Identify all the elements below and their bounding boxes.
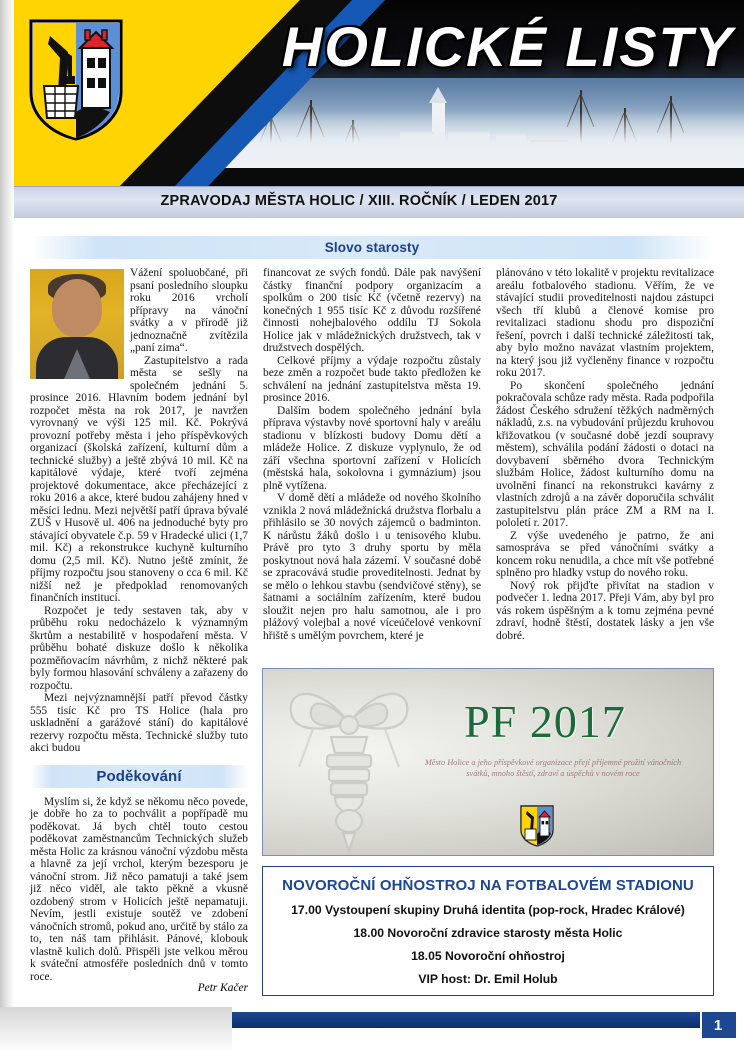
paragraph: Zastupitelstvo a rada města se sešly na společném jednání 5. prosince 2016. Hlavním bodem jednání byl rozpočet města na rok 2017, je navržen vyrovnaný ve výši 125 mil. Kč. Pokrývá provozní potřeby města i jeho příspěvkových organizací (školská zařízení, kulturní dům a technické služby) a ještě zbývá 10 mil. Kč na kapitálové výdaje, které tvoří zejména projektové dokumentace, akce přecházející z roku 2016 a akce, které budou zahájeny hned v měsíci lednu. Mezi největší patří úprava bývalé ZUŠ v Husově ul. 406 na jednoduché byty pro stávající obyvatele č.p. 59 v Hradecké ulici (1,7 mil. Kč) a rekonstrukce kuchyně kulturního domu (2,5 mil. Kč). Nutno ještě zmínit, že příjmy rozpočtu jsou stanoveny o cca 6 mil. Kč nižší než je předpoklad renomovaných finančních institucí. (30, 354, 248, 604)
event-line: 18.05 Novoroční ohňostroj (411, 949, 565, 963)
paragraph: V domě dětí a mládeže od nového školního vznikla 2 nová mládežnická družstva florbalu a přihlásilo se 30 nových zájemců o badminton. K nárůstu žáků došlo i u tenisového klubu. Právě pro tyto 3 druhy sportu by měla poskytnout nová hala zázemí. V současné době se zpracovává studie proveditelnosti. Jednat by se mělo o lehkou stavbu (sendvičové stěny), se šatnami a sociálním zařízením, které budou sloužit nejen pro halu samotnou, ale i pro plážový volejbal a nové víceúčelové venkovní hřiště s umělým povrchem, které je (263, 492, 481, 642)
event-line: 17.00 Vystoupení skupiny Druhá identita (pop-rock, Hradec Králové) (291, 903, 685, 917)
section-header-label: Poděkování (96, 767, 182, 785)
author-signature: Petr Kačer (197, 982, 248, 994)
paragraph: Nový rok přijďte přivítat na stadion v podvečer 1. ledna 2017. Přeji Vám, aby byl pro vás rokem úspěšným a k tomu zejména pevné zdraví, hodně štěstí, dostatek lásky a jen vše dobré. (496, 579, 714, 642)
page-number: 1 (713, 1017, 723, 1034)
portrait-face (52, 279, 102, 337)
paragraph: Vážení spoluobčané, při psaní posledního sloupku roku 2016 vrcholí přípravy na vánoční svátky a v přírodě již jednoznačně zvítězila „paní zima“. (130, 267, 248, 354)
paragraph: Celkové příjmy a výdaje rozpočtu zůstaly beze změn a rozpočet bude takto předložen ke schválení na jednání zastupitelstva města 19. prosince 2016. (263, 354, 481, 404)
pf-title: PF 2017 (464, 696, 626, 747)
event-announcement-box (262, 866, 714, 996)
pf-2017-greeting-card (262, 668, 714, 856)
column-1 (30, 267, 248, 994)
masthead-title: HOLICKÉ LISTY (281, 15, 735, 78)
subtitle-rule (0, 186, 744, 187)
paragraph: Rozpočet je tedy sestaven tak, aby v průběhu roku nedocházelo k významným škrtům a nestabilitě v hospodaření města. V průběhu bohaté diskuze došlo k několika pozměňovacím návrhům, z nichž některé pak byly formou hlasování schváleny a zařazeny do rozpočtu. (30, 604, 248, 692)
pf-coat-of-arms-icon (520, 805, 554, 847)
section-header-podekovani (30, 765, 248, 788)
subtitle-text: ZPRAVODAJ MĚSTA HOLIC / XIII. ROČNÍK / LEDEN 2017 (160, 193, 558, 209)
masthead (0, 0, 744, 186)
subtitle-bar (0, 186, 744, 218)
town-coat-of-arms-icon (28, 18, 124, 142)
event-title: NOVOROČNÍ OHŇOSTROJ NA FOTBALOVÉM STADIONU (282, 877, 694, 894)
section-header-slovo-starosty (30, 236, 714, 259)
paragraph: Z výše uvedeného je patrno, že ani samospráva se před vánočními svátky a koncem roku nenudila, a chce mít vše potřebné splněno pro hladky vstup do nového roku. (496, 529, 714, 579)
event-line: 18.00 Novoroční zdravice starosty města Holic (353, 926, 623, 940)
event-line: VIP host: Dr. Emil Holub (418, 972, 558, 986)
paragraph: plánováno v této lokalitě v projektu revitalizace areálu fotbalového stadionu. Věřím, že ve stávající studii proveditelnosti najdou zástupci všech tří klubů a členové komise pro revitalizaci stadionu shodu pro dispoziční řešení, povrch i další technické záležitosti tak, aby bylo možno navázat vlastním projektem, na který jsou již vyčleněny finance v rozpočtu roku 2017. (496, 267, 714, 379)
footer-bar (0, 1012, 700, 1028)
paragraph: Myslím si, že když se někomu něco povede, je dobře ho za to pochválit a popřípadě mu poděkovat. Já bych chtěl touto cestou poděkovat zaměstnancům Technických služeb města Holic za krásnou vánoční výzdobu města a hlavně za její vrchol, kterým bezesporu je vánoční strom. Již něco pamatuji a také jsem již něco viděl, ale takto pěkně a vkusně ozdobený strom v Holicích ještě nepamatuji. Nevím, jestli existuje soutěž ve zdobení vánočních stromů, pokud ano, určitě by stálo za to, ten náš tam přihlásit. Pánové, klobouk vlastně kulich dolů. Přispěli jste velkou měrou k sváteční atmosféře posledních dnů v tomto roce. (30, 795, 248, 983)
mayor-portrait (30, 269, 124, 379)
paragraph: financovat ze svých fondů. Dále pak navýšení částky finanční podpory organizacím a spolkům o 200 tisíc Kč (včetně rezervy) na konečných 1 955 tisíc Kč z důvodu rozšířené činnosti nohejbalového oddílu TJ Sokola Holice jak v mládežnických družstvech, tak v družstvech dospělých. (263, 267, 481, 354)
paragraph: Mezi nejvýznamnější patří převod částky 555 tisíc Kč pro TS Holice (hala pro uskladnění a garážové stání) do kapitálové rezervy rozpočtu města. Technické služby tuto akci budou (30, 692, 248, 754)
paragraph: Dalším bodem společného jednání byla příprava výstavby nové sportovní haly v areálu stadionu v blízkosti budovy Domu dětí a mládeže Holice. Z diskuze vyplynulo, že od září všechna sportovní zařízení v Holicích (městská hala, sokolovna i gymnázium) jsou plně vytížena. (263, 404, 481, 492)
section-header-label: Slovo starosty (324, 240, 420, 255)
pf-greeting-text: Město Holice a jeho příspěvkové organizace přejí příjemné prožití vánočních svátků, mnoho štěstí, zdraví a úspěchů v novém roce (424, 758, 682, 778)
paragraph: Po skončení společného jednání pokračovala schůze rady města. Rada podpořila žádost Českého sdružení těžkých nadměrných nákladů, z.s. na vybudování průjezdu kruhovou křižovatkou (v současné době jezdí soupravy městem), schválila podání žádosti o dotaci na dovybavení sběrného dvora Technickým službám Holice, žádost kulturního domu na uvolnění financí na rekonstrukci kavárny z vlastních zdrojů a na závěr doporučila schválit zastupitelstvu plán práce ZM a RM na I. pololetí r. 2017. (496, 379, 714, 529)
photo-bottom-edge (200, 168, 744, 186)
